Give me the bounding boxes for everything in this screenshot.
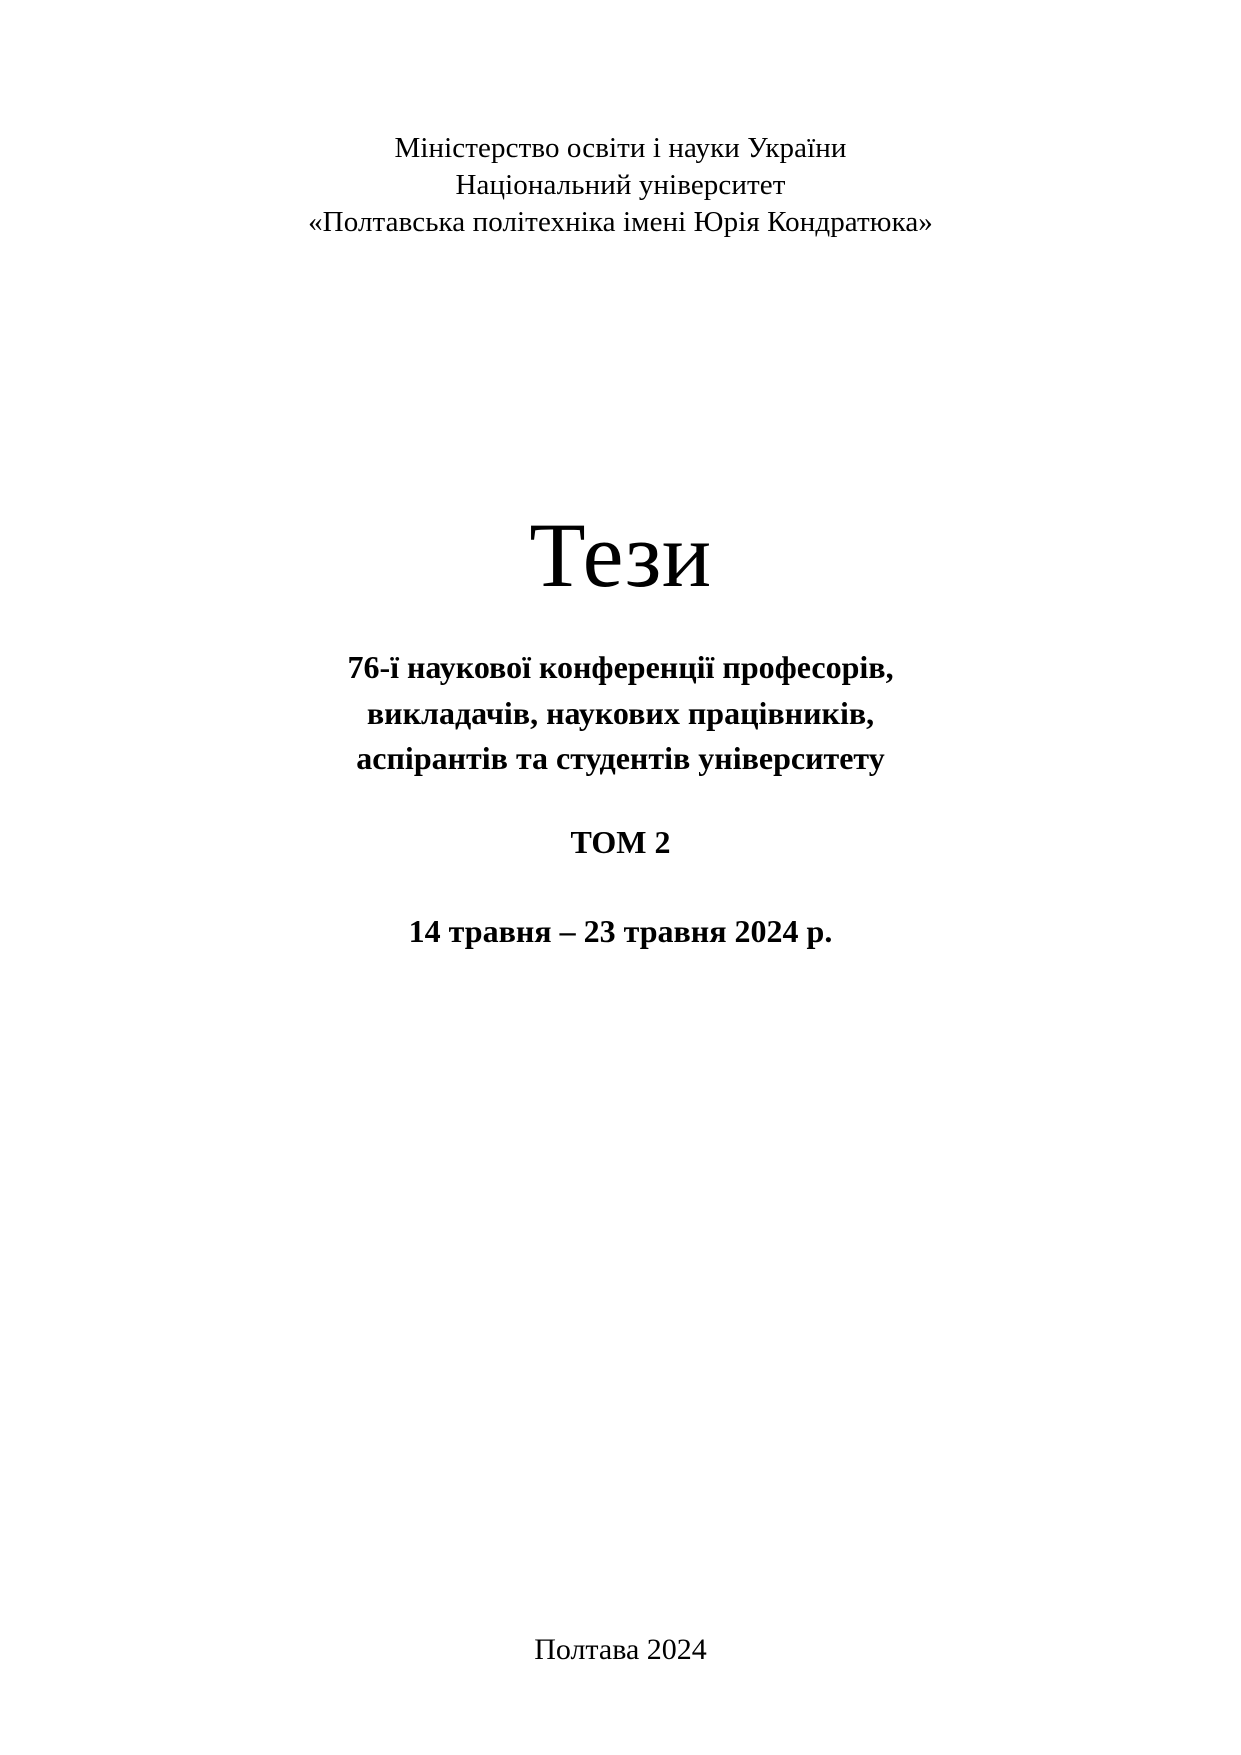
bottom-spacer	[150, 950, 1091, 1633]
page-title: Тези	[529, 504, 712, 607]
masthead-line-ministry: Міністерство освіти і науки України	[394, 132, 847, 164]
masthead-line-university-name: «Полтавська політехніка імені Юрія Кондратюка»	[308, 206, 933, 239]
top-spacer	[150, 241, 1091, 509]
subtitle-line-1: 76-ї наукової конференції професорів,	[347, 649, 894, 686]
conference-dates: 14 травня – 23 травня 2024 р.	[408, 912, 833, 949]
publisher-masthead	[150, 130, 1091, 241]
masthead-line-university: Національний університет	[455, 169, 786, 202]
imprint-line: Полтава 2024	[534, 1633, 707, 1666]
document-subtitle	[150, 645, 1091, 781]
volume-label: ТОМ 2	[570, 823, 671, 860]
subtitle-line-3: аспірантів та студентів університету	[356, 740, 885, 777]
subtitle-line-2: викладачів, наукових працівників,	[366, 694, 875, 731]
